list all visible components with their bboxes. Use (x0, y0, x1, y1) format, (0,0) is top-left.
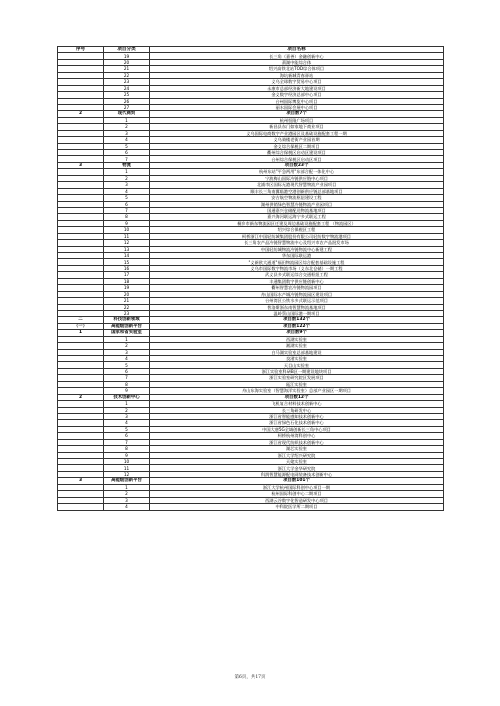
section-index: 3 (58, 162, 104, 168)
row-number: 2 (104, 175, 150, 181)
row-number: 5 (104, 362, 150, 368)
section-category: 高能级创新平台 (104, 323, 150, 329)
row-number: 8 (104, 381, 150, 387)
project-name: 中科院医学所二期项目 (150, 504, 444, 510)
row-number: 1 (104, 484, 150, 490)
project-table (57, 46, 444, 511)
row-number: 14 (104, 253, 150, 259)
row-number: 3 (104, 130, 150, 136)
project-name: 飞机复合材料技术创新中心 (150, 401, 444, 407)
project-name: 华东国际联运港 (150, 253, 444, 259)
section-index: 2 (58, 111, 104, 117)
project-name: 衢州综合保税区启动区建设项目 (150, 150, 444, 156)
row-number: 1 (104, 336, 150, 342)
section-count: 项目数101个 (150, 478, 444, 484)
row-number: 24 (104, 85, 150, 91)
project-row (58, 504, 444, 510)
section-count: 项目数7个 (150, 111, 444, 117)
project-name: 金义综合保税区二期项目 (150, 143, 444, 149)
project-name: 中国轻纺城物流冷链物流中心新建工程 (150, 246, 444, 252)
row-number: 11 (104, 465, 150, 471)
section-count: 项目数132个 (150, 317, 444, 323)
row-number: 3 (104, 497, 150, 503)
row-number: 26 (104, 98, 150, 104)
row-number: 19 (104, 285, 150, 291)
project-name: 台州综合保税区启动区项目 (150, 156, 444, 162)
section-index: 2 (58, 394, 104, 400)
project-name: 长三角（嘉善）金融创新中心 (150, 53, 444, 59)
project-name: 杭州国际科创中心二期项目 (150, 491, 444, 497)
section-count: 项目数12个 (150, 394, 444, 400)
section-index: 1 (58, 330, 104, 336)
row-number: 7 (104, 156, 150, 162)
project-name: 安吉航空物流枢纽建设工程 (150, 195, 444, 201)
row-number: 8 (104, 446, 150, 452)
project-name: 杭州恒隆广场项目 (150, 117, 444, 123)
row-number: 3 (104, 349, 150, 355)
row-number: 5 (104, 143, 150, 149)
row-number: 19 (104, 53, 150, 59)
row-number: 3 (104, 413, 150, 419)
project-name: 桐乡市新东物流园区迁建及周边基础设施配套工程 （物流园区） (150, 220, 444, 226)
project-name: 湖州供销绿色智慧冷链物流产业园项目 (150, 201, 444, 207)
project-name: 台州湾区公铁水多式联运示范项目 (150, 298, 444, 304)
project-name: 浙江实验室科研B区一期建设地块项目 (150, 368, 444, 374)
section-category: 科技创新领域 (104, 317, 150, 323)
project-name: 舟山东海实验室（智慧海洋实验室）总部产业园区一期项目 (150, 388, 444, 394)
row-number: 20 (104, 291, 150, 297)
section-category: 技术创新中心 (104, 394, 150, 400)
project-name: 台州国际博览中心项目 (150, 98, 444, 104)
project-name: 义乌国际电商数字产业港园区及基础设施配套工程一期 (150, 130, 444, 136)
project-name: 科润智慧能源配电网装备技术创新中心 (150, 471, 444, 477)
project-name: 新昌县东门如家地下商业项目 (150, 124, 444, 130)
section-category: 物流 (104, 162, 150, 168)
row-number: 21 (104, 298, 150, 304)
project-name: 衢州智慧农冷链物流园项目 (150, 285, 444, 291)
project-name: 柯桥浙江中国轻纺城集团股份有限公司轻纺数字物流港项目 (150, 233, 444, 239)
project-name: 普洛斯浙东南智慧物流基地项目 (150, 304, 444, 310)
row-number: 4 (104, 137, 150, 143)
row-number: 17 (104, 272, 150, 278)
row-number: 4 (104, 188, 150, 194)
project-name: 杭州东站"平急两用"东部合配一体化中心 (150, 169, 444, 175)
project-name: 浙江省现代纺织技术创新中心 (150, 439, 444, 445)
row-number: 13 (104, 246, 150, 252)
project-name: 天目山实验室 (150, 362, 444, 368)
row-number: 22 (104, 304, 150, 310)
row-number: 5 (104, 195, 150, 201)
project-name: 浙江实验室研究院区发展项目 (150, 375, 444, 381)
project-name: 瓯江实验室 (150, 381, 444, 387)
project-name: 西湖云谷数字化智造研发中心项目 (150, 497, 444, 503)
row-number: 2 (104, 343, 150, 349)
project-name: 武义县多式联运综合交通枢纽工程 (150, 272, 444, 278)
project-name: 绍兴综合保税区工程 (150, 227, 444, 233)
project-name: 良渚实验室 (150, 356, 444, 362)
row-number: 18 (104, 278, 150, 284)
project-name: 宁波梅山国际冷链供应链中心项目 (150, 175, 444, 181)
row-number: 10 (104, 459, 150, 465)
row-number: 4 (104, 356, 150, 362)
row-number: 5 (104, 426, 150, 432)
project-name: 长三角农产品冷链智慧物流中心及绍兴市农产品批发市场 (150, 240, 444, 246)
section-category: 国家和省实验室 (104, 330, 150, 336)
project-name: 温岭蔡山国际港一期项目 (150, 310, 444, 316)
row-number: 6 (104, 368, 150, 374)
project-name: 海坑新城青春驿站 (150, 72, 444, 78)
project-name: 金义数字经济总部中心项目 (150, 92, 444, 98)
project-name: 西湖实验室 (150, 336, 444, 342)
project-name: 绍兴高铁北站TOD综合体项目 (150, 66, 444, 72)
project-name: 浙江省智能感知技术创新中心 (150, 413, 444, 419)
row-number: 12 (104, 240, 150, 246)
project-name: 中国大唐5G全域创新长三角中心项目 (150, 426, 444, 432)
project-name: 丽水国际会展中心项目 (150, 104, 444, 110)
project-name: 义乌全球数字贸易中心项目 (150, 79, 444, 85)
project-name: 浙江大学金华研究院 (150, 465, 444, 471)
row-number: 7 (104, 207, 150, 213)
row-number: 1 (104, 401, 150, 407)
page-footer: 第6页，共17页 (234, 675, 266, 680)
row-number: 23 (104, 310, 150, 316)
row-number: 16 (104, 265, 150, 271)
project-name: 湖芯实验室 (150, 446, 444, 452)
section-count: 项目数23个 (150, 162, 444, 168)
row-number: 20 (104, 59, 150, 65)
row-index-cell (58, 504, 104, 510)
project-name: 顺丰长三角南翼临港空港创新供应链总部基地项目 (150, 188, 444, 194)
project-name: 长三角研发中心 (150, 407, 444, 413)
row-number: 6 (104, 201, 150, 207)
project-name: 天姥实验室 (150, 459, 444, 465)
row-number: 6 (104, 150, 150, 156)
project-name: 义乌骑楼老街产业园首期 (150, 137, 444, 143)
row-number: 9 (104, 220, 150, 226)
project-name: 柯桥杭州湾科创中心 (150, 433, 444, 439)
row-number: 21 (104, 66, 150, 72)
row-number: 4 (104, 504, 150, 510)
section-category: 高能级创新平台 (104, 478, 150, 484)
row-number: 27 (104, 104, 150, 110)
project-name: 嘉兴海河联运海宁多式联运工程 (150, 214, 444, 220)
project-name: 浙江省绿色石化技术创新中心 (150, 420, 444, 426)
row-number: 3 (104, 182, 150, 188)
section-count: 项目数9个 (150, 330, 444, 336)
row-number: 25 (104, 92, 150, 98)
row-number: 11 (104, 233, 150, 239)
row-number: 10 (104, 227, 150, 233)
row-number: 22 (104, 72, 150, 78)
row-number: 12 (104, 471, 150, 477)
row-number: 9 (104, 388, 150, 394)
project-name: 浙江大学绍兴研究院 (150, 452, 444, 458)
project-name: 湘湖实验室 (150, 343, 444, 349)
section-index: 3 (58, 478, 104, 484)
row-number: 1 (104, 117, 150, 123)
project-name: 永康市总部经济新大地建设项目 (150, 85, 444, 91)
row-number: 4 (104, 420, 150, 426)
section-count: 项目数122个 (150, 323, 444, 329)
project-name: 白马湖实验室总部基地建设 (150, 349, 444, 355)
project-name: 丰通集团数字供应链创新中心 (150, 278, 444, 284)
project-name: 浙江大学杭州国际科创中心项目一期 (150, 484, 444, 490)
section-index: 二 (58, 317, 104, 323)
row-number: 6 (104, 433, 150, 439)
project-name: 舟山国际水产城冷链物流园区建设项目 (150, 291, 444, 297)
project-name: 萧湖中能综合体 (150, 59, 444, 65)
row-number: 7 (104, 439, 150, 445)
project-name: 义乌市国际数字物流市场（义东北仓储）一期工程 (150, 265, 444, 271)
row-number: 7 (104, 375, 150, 381)
row-number: 15 (104, 259, 150, 265)
row-number: 23 (104, 79, 150, 85)
row-number: 2 (104, 124, 150, 130)
project-name: "义新欧大通道"福田物流园区综合配套基础设施工程 (150, 259, 444, 265)
row-number: 8 (104, 214, 150, 220)
project-name: 国通嘉兴仓储配送物流基地项目 (150, 207, 444, 213)
header-project-name: 项目名称 (150, 47, 444, 53)
row-number: 9 (104, 452, 150, 458)
header-index: 序号 (58, 47, 104, 53)
row-number: 1 (104, 169, 150, 175)
row-number: 2 (104, 491, 150, 497)
header-category: 项目分类 (104, 47, 150, 53)
section-index: （一） (58, 323, 104, 329)
section-category: 现代商贸 (104, 111, 150, 117)
row-number: 2 (104, 407, 150, 413)
project-name: 北浦市区国际无港现代智慧物流产业园项目 (150, 182, 444, 188)
